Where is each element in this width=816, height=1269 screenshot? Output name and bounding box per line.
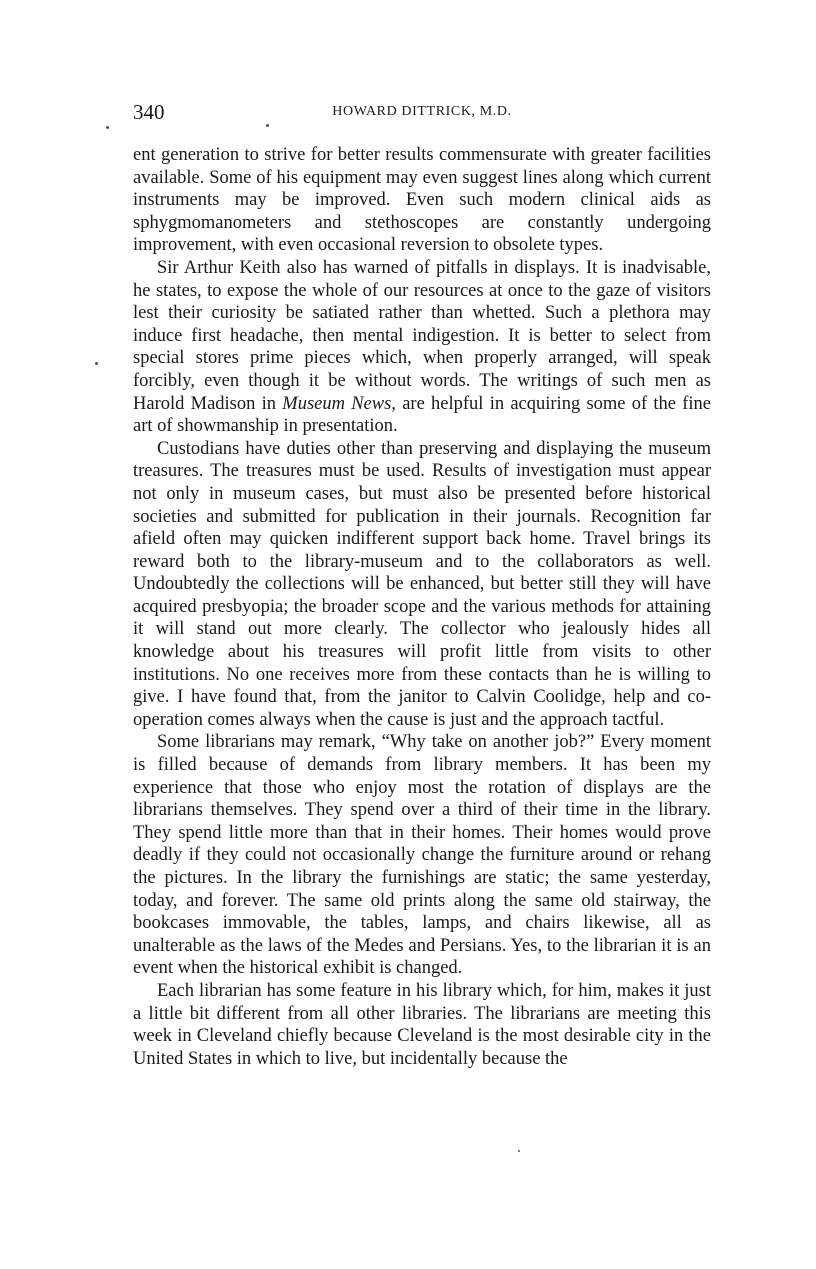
paragraph-5: Each librarian has some feature in his library which, for him, makes it just a little bit different from all other libraries. The librarians are meeting this week in Cleveland chiefly because Cleveland is the most desirable city in the United States in which to live, but incidentally because the — [133, 980, 711, 1069]
paragraph-2-text-a: Sir Arthur Keith also has warned of pitfalls in displays. It is inadvisable, he states, to expose the whole of our resources at once to the gaze of visitors lest their curiosity be satiated rather than whetted. Such a plethora may induce first headache, then mental indigestion. It is better to select from special stores prime pieces which, when properly arranged, will speak forcibly, even though it be without words. The writings of such men as Harold Madison in — [133, 257, 711, 414]
paragraph-3: Custodians have duties other than preserving and displaying the museum treasures. The treasures must be used. Results of investigation must appear not only in museum cases, but must also be presented before historical societies and submitted for publication in their journals. Recognition far afield often may quicken indifferent support back home. Travel brings its reward both to the library-museum and to the collaborators as well. Undoubtedly the collections will be enhanced, but better still they will have acquired presbyopia; the broader scope and the various methods for attaining it will stand out more clearly. The collector who jealously hides all knowledge about his treasures will profit little from visits to other institutions. No one receives more from these contacts than he is willing to give. I have found that, from the janitor to Calvin Coolidge, help and co-operation comes always when the cause is just and the approach tactful. — [133, 438, 711, 730]
paragraph-4: Some librarians may remark, “Why take on another job?” Every moment is filled because of demands from library members. It has been my experience that those who enjoy most the rotation of displays are the librarians themselves. They spend over a third of their time in the library. They spend little more than that in their homes. Their homes would prove deadly if they could not occasionally change the furniture around or rehang the pictures. In the library the furnishings are static; the same yesterday, today, and forever. The same old prints along the same old stairway, the bookcases immovable, the tables, lamps, and chairs likewise, all as unalterable as the laws of the Medes and Persians. Yes, to the librarian it is an event when the historical exhibit is changed. — [133, 732, 711, 979]
scan-speck — [106, 126, 109, 129]
paragraph-2-text-b: are helpful in acquiring some of the fine art of showmanship in presentation. — [133, 393, 712, 437]
paragraph-1: ent generation to strive for better results commensurate with greater facilities available. Some of his equipment may even suggest lines along which current instruments may be improved. Even such modern clinical aids as sphygmomanometers and stethoscopes are constantly undergoing improvement, with even occasional reversion to obsolete types. — [133, 145, 711, 256]
running-head-author: HOWARD DITTRICK, M.D. — [332, 104, 512, 119]
scan-speck — [518, 1150, 520, 1152]
scan-speck — [95, 362, 98, 365]
body-text — [133, 144, 711, 1070]
book-page — [133, 96, 711, 1070]
publication-title: Museum News, — [282, 393, 396, 414]
paragraph-2 — [133, 257, 711, 438]
page-number: 340 — [133, 100, 165, 124]
running-head — [133, 96, 711, 126]
